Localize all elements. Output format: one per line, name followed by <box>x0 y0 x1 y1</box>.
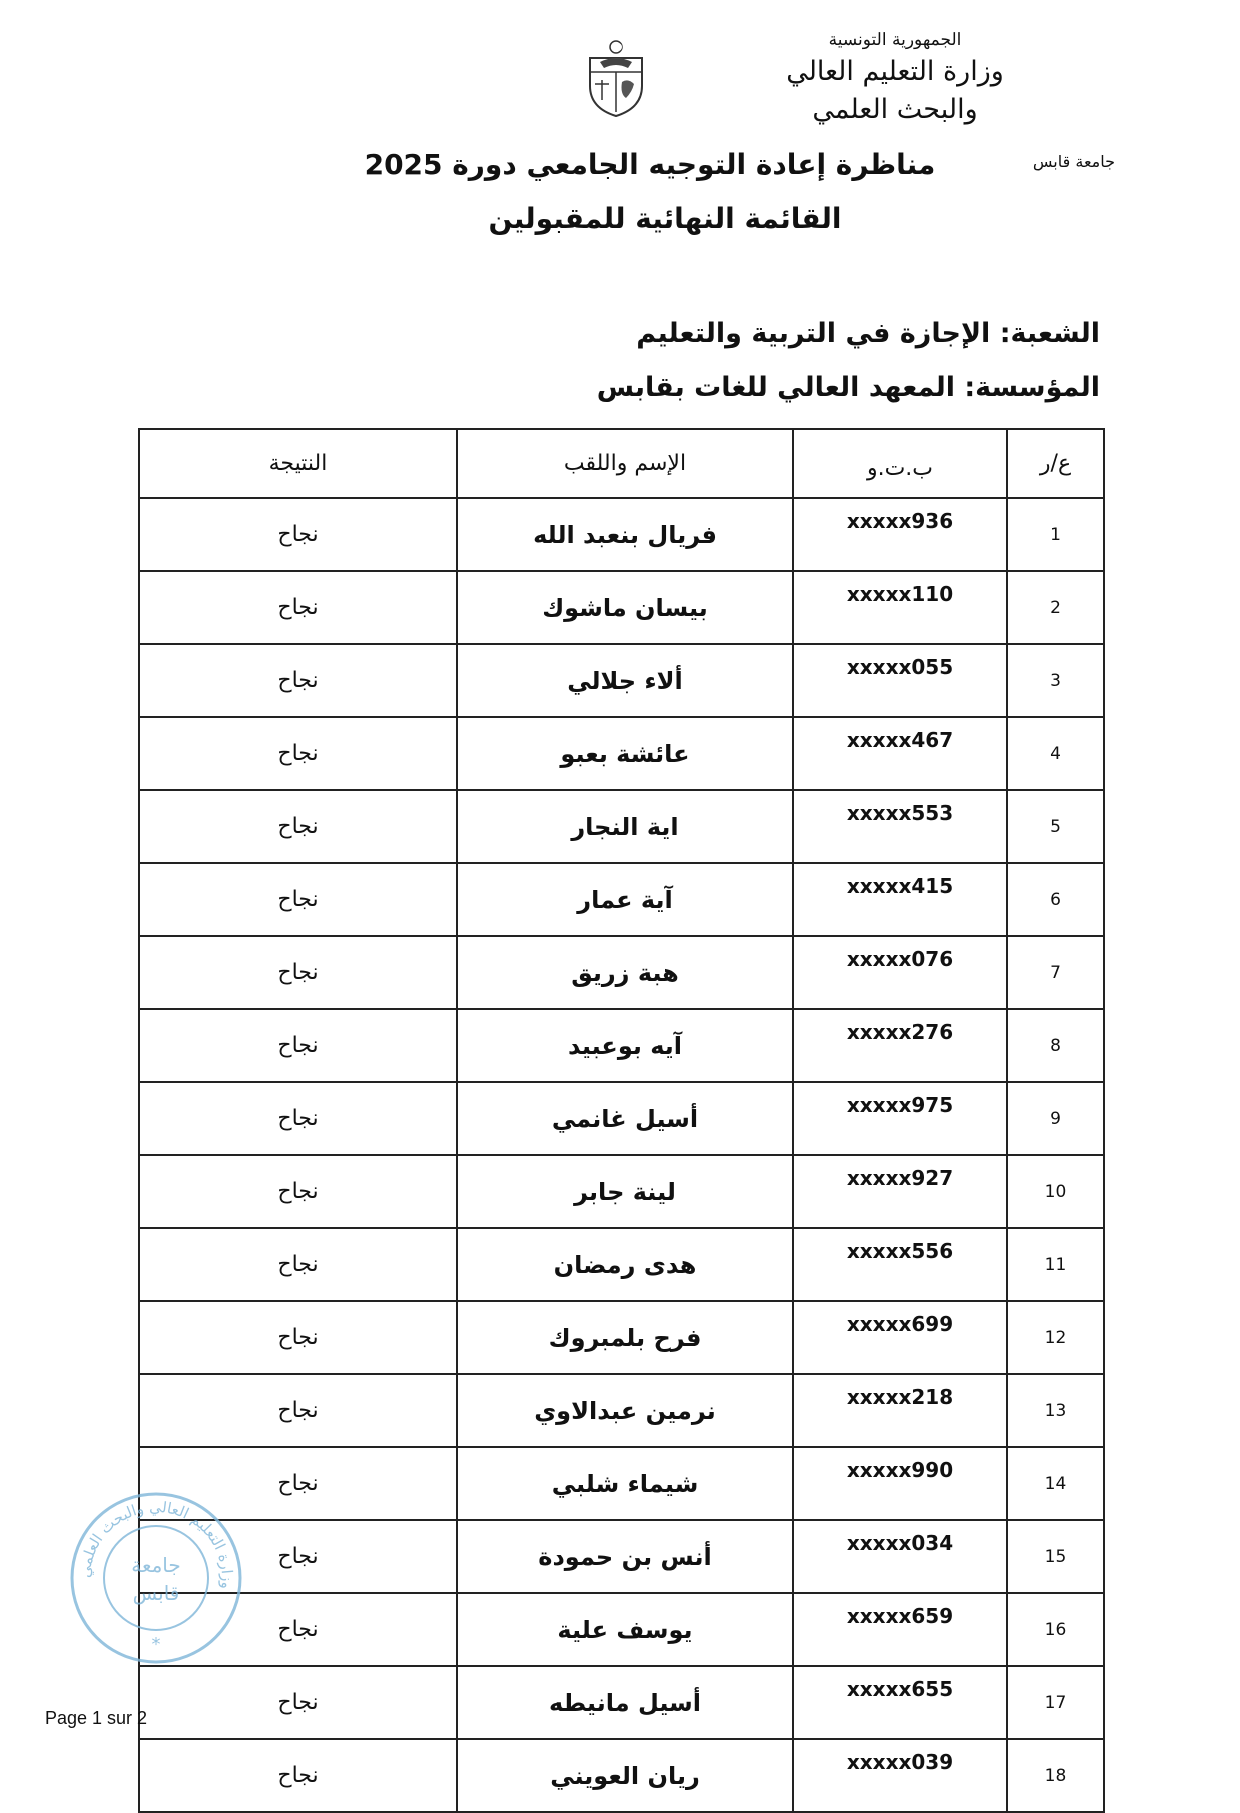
table-row <box>139 863 1104 936</box>
row-number: 7 <box>1007 936 1104 1009</box>
row-result: نجاح <box>139 790 457 863</box>
institution-label: المؤسسة: المعهد العالي للغات بقابس <box>596 372 1100 403</box>
header-name: الإسم واللقب <box>457 429 793 498</box>
row-id: xxxxx039 <box>793 1739 1007 1812</box>
row-result: نجاح <box>139 571 457 644</box>
university-stamp <box>68 1490 244 1666</box>
table-row <box>139 717 1104 790</box>
row-number: 10 <box>1007 1155 1104 1228</box>
ministry-label-line1: وزارة التعليم العالي <box>786 56 1004 88</box>
row-name: لينة جابر <box>457 1155 793 1228</box>
row-id: xxxxx659 <box>793 1593 1007 1666</box>
row-number: 1 <box>1007 498 1104 571</box>
table-row <box>139 1301 1104 1374</box>
table-row <box>139 1447 1104 1520</box>
row-number: 8 <box>1007 1009 1104 1082</box>
table-row <box>139 1082 1104 1155</box>
row-id: xxxxx415 <box>793 863 1007 936</box>
header-result: النتيجة <box>139 429 457 498</box>
row-name: نرمين عبدالاوي <box>457 1374 793 1447</box>
row-id: xxxxx218 <box>793 1374 1007 1447</box>
row-result: نجاح <box>139 1009 457 1082</box>
row-number: 18 <box>1007 1739 1104 1812</box>
table-row <box>139 644 1104 717</box>
row-id: xxxxx927 <box>793 1155 1007 1228</box>
ministry-label-line2: والبحث العلمي <box>812 94 978 125</box>
row-number: 11 <box>1007 1228 1104 1301</box>
stamp-ring-text: وزارة التعليم العالي والبحث العلمي <box>75 1497 237 1591</box>
row-result: نجاح <box>139 644 457 717</box>
row-number: 2 <box>1007 571 1104 644</box>
header-id: ب.ت.و <box>793 429 1007 498</box>
table-row <box>139 790 1104 863</box>
row-id: xxxxx990 <box>793 1447 1007 1520</box>
row-result: نجاح <box>139 1228 457 1301</box>
row-name: آيه بوعبيد <box>457 1009 793 1082</box>
page-title: مناظرة إعادة التوجيه الجامعي دورة 2025 <box>364 148 936 181</box>
row-name: فريال بنعبد الله <box>457 498 793 571</box>
row-name: بيسان ماشوك <box>457 571 793 644</box>
row-name: آية عمار <box>457 863 793 936</box>
row-result: نجاح <box>139 717 457 790</box>
row-result: نجاح <box>139 863 457 936</box>
header-number: ع/ر <box>1007 429 1104 498</box>
branch-label: الشعبة: الإجازة في التربية والتعليم <box>636 318 1100 349</box>
republic-label: الجمهورية التونسية <box>828 30 962 50</box>
row-id: xxxxx276 <box>793 1009 1007 1082</box>
row-name: أنس بن حمودة <box>457 1520 793 1593</box>
table-row <box>139 1666 1104 1739</box>
row-result: نجاح <box>139 1739 457 1812</box>
row-number: 15 <box>1007 1520 1104 1593</box>
row-name: اية النجار <box>457 790 793 863</box>
row-result: نجاح <box>139 1666 457 1739</box>
page-subtitle: القائمة النهائية للمقبولين <box>488 202 842 235</box>
row-number: 17 <box>1007 1666 1104 1739</box>
row-result: نجاح <box>139 498 457 571</box>
row-id: xxxxx076 <box>793 936 1007 1009</box>
stamp-center-line1: جامعة <box>131 1553 181 1577</box>
row-number: 4 <box>1007 717 1104 790</box>
table-row <box>139 1228 1104 1301</box>
row-id: xxxxx467 <box>793 717 1007 790</box>
row-number: 14 <box>1007 1447 1104 1520</box>
row-number: 3 <box>1007 644 1104 717</box>
row-id: xxxxx553 <box>793 790 1007 863</box>
row-id: xxxxx034 <box>793 1520 1007 1593</box>
row-id: xxxxx110 <box>793 571 1007 644</box>
ministry-header <box>765 30 1025 127</box>
row-number: 16 <box>1007 1593 1104 1666</box>
table-header-row <box>139 429 1104 498</box>
table-row <box>139 498 1104 571</box>
stamp-star-icon: * <box>151 1634 161 1655</box>
row-number: 5 <box>1007 790 1104 863</box>
row-name: شيماء شلبي <box>457 1447 793 1520</box>
row-name: فرح بلمبروك <box>457 1301 793 1374</box>
table-row <box>139 1739 1104 1812</box>
row-name: يوسف علية <box>457 1593 793 1666</box>
page-number: Page 1 sur 2 <box>45 1708 148 1728</box>
table-row <box>139 1593 1104 1666</box>
row-result: نجاح <box>139 936 457 1009</box>
row-id: xxxxx936 <box>793 498 1007 571</box>
stamp-center-line2: قابس <box>132 1581 180 1605</box>
row-result: نجاح <box>139 1593 457 1666</box>
row-id: xxxxx699 <box>793 1301 1007 1374</box>
row-number: 13 <box>1007 1374 1104 1447</box>
row-result: نجاح <box>139 1082 457 1155</box>
table-row <box>139 1520 1104 1593</box>
table-row <box>139 936 1104 1009</box>
row-result: نجاح <box>139 1447 457 1520</box>
row-result: نجاح <box>139 1520 457 1593</box>
results-table <box>138 428 1105 1813</box>
row-id: xxxxx556 <box>793 1228 1007 1301</box>
row-id: xxxxx655 <box>793 1666 1007 1739</box>
row-name: أسيل مانيطه <box>457 1666 793 1739</box>
row-number: 12 <box>1007 1301 1104 1374</box>
row-name: هدى رمضان <box>457 1228 793 1301</box>
row-number: 6 <box>1007 863 1104 936</box>
row-id: xxxxx055 <box>793 644 1007 717</box>
row-result: نجاح <box>139 1374 457 1447</box>
row-name: ألاء جلالي <box>457 644 793 717</box>
table-row <box>139 1155 1104 1228</box>
table-row <box>139 571 1104 644</box>
row-result: نجاح <box>139 1301 457 1374</box>
row-name: ريان العويني <box>457 1739 793 1812</box>
tunisia-coat-of-arms-icon <box>582 38 650 120</box>
table-row <box>139 1374 1104 1447</box>
university-label: جامعة قابس <box>1032 152 1115 171</box>
row-name: عائشة بعبو <box>457 717 793 790</box>
table-row <box>139 1009 1104 1082</box>
row-name: هبة زريق <box>457 936 793 1009</box>
row-number: 9 <box>1007 1082 1104 1155</box>
row-id: xxxxx975 <box>793 1082 1007 1155</box>
row-result: نجاح <box>139 1155 457 1228</box>
row-name: أسيل غانمي <box>457 1082 793 1155</box>
